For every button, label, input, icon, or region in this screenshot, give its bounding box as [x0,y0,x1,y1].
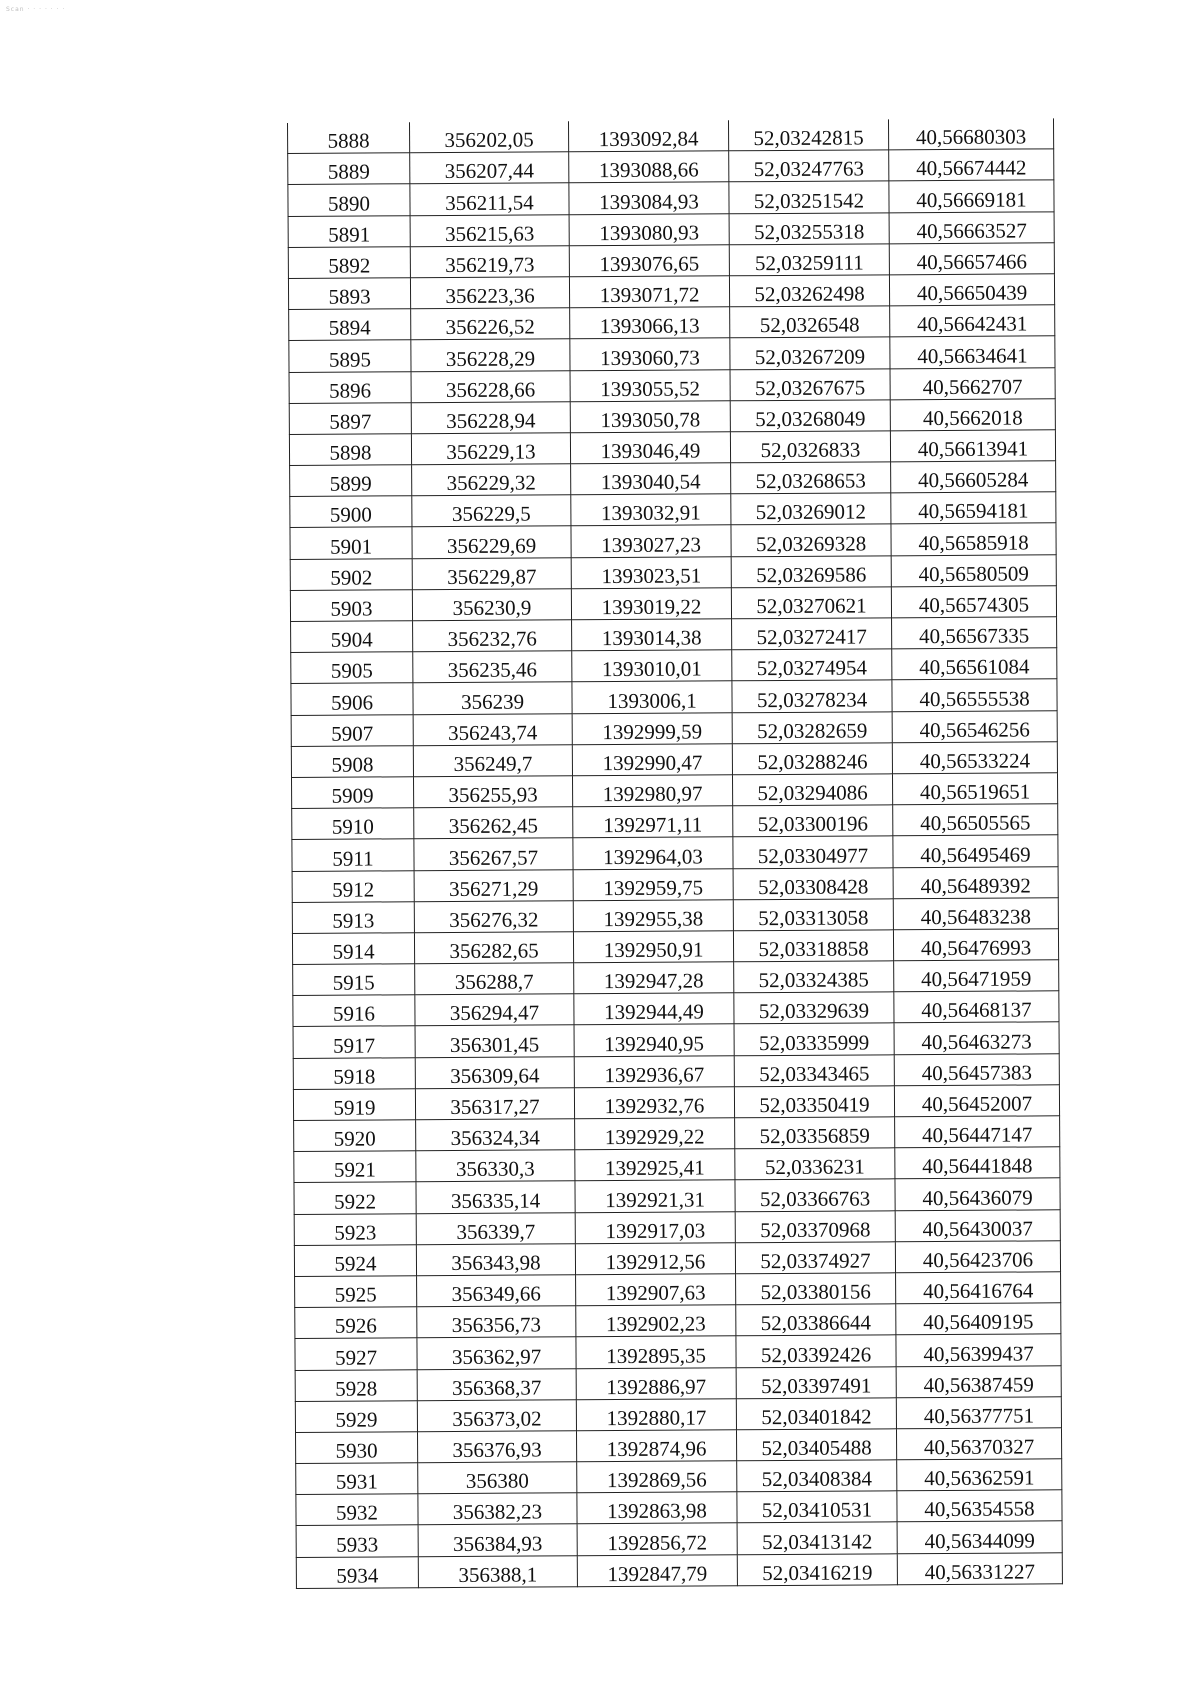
y-coordinate-cell: 1392880,17 [576,1398,736,1430]
point-number-cell: 5891 [288,215,410,247]
point-number-cell: 5920 [294,1120,416,1152]
table-row [293,1022,1059,1058]
point-number-cell: 5924 [294,1244,416,1276]
latitude-cell: 52,03405488 [736,1429,896,1461]
point-number-cell: 5914 [292,933,414,965]
y-coordinate-cell: 1393040,54 [571,463,731,495]
table-row [291,773,1057,809]
x-coordinate-cell: 356356,73 [417,1306,576,1338]
y-coordinate-cell: 1392959,75 [573,868,733,900]
table-row [294,1209,1060,1245]
table-row [288,118,1054,153]
x-coordinate-cell: 356380 [418,1462,577,1494]
longitude-cell: 40,56555538 [892,679,1057,711]
longitude-cell: 40,56354558 [897,1490,1062,1522]
latitude-cell: 52,03300196 [733,805,893,837]
longitude-cell: 40,56489392 [893,866,1058,898]
longitude-cell: 40,56471959 [894,960,1059,992]
point-number-cell: 5895 [289,340,411,372]
point-number-cell: 5929 [295,1400,417,1432]
latitude-cell: 52,03268049 [730,400,890,432]
coordinates-table-wrapper [287,118,1062,1588]
y-coordinate-cell: 1392863,98 [577,1492,737,1524]
x-coordinate-cell: 356339,7 [416,1212,575,1244]
scan-header-mark: Scan · · · · · · · [6,6,66,13]
latitude-cell: 52,03267675 [730,368,890,400]
longitude-cell: 40,56567335 [892,617,1057,649]
point-number-cell: 5917 [293,1026,415,1058]
x-coordinate-cell: 356267,57 [414,838,573,870]
point-number-cell: 5923 [294,1213,416,1245]
y-coordinate-cell: 1392902,23 [576,1305,736,1337]
longitude-cell: 40,56650439 [889,274,1054,306]
y-coordinate-cell: 1393032,91 [571,494,731,526]
longitude-cell: 40,56642431 [890,305,1055,337]
y-coordinate-cell: 1392944,49 [574,993,734,1025]
y-coordinate-cell: 1393046,49 [570,432,730,464]
x-coordinate-cell: 356239 [413,682,572,714]
latitude-cell: 52,03269328 [731,524,891,556]
y-coordinate-cell: 1392971,11 [573,806,733,838]
table-row [292,929,1058,965]
y-coordinate-cell: 1392856,72 [577,1523,737,1555]
point-number-cell: 5925 [295,1276,417,1308]
y-coordinate-cell: 1392921,31 [575,1180,735,1212]
table-row [293,1053,1059,1089]
table-row [290,523,1056,559]
y-coordinate-cell: 1392990,47 [572,744,732,776]
longitude-cell: 40,56505565 [893,804,1058,836]
latitude-cell: 52,03269586 [731,555,891,587]
longitude-cell: 40,56362591 [897,1459,1062,1491]
longitude-cell: 40,56344099 [897,1521,1062,1553]
x-coordinate-cell: 356388,1 [418,1555,577,1587]
point-number-cell: 5901 [290,527,412,559]
latitude-cell: 52,0326833 [730,431,890,463]
latitude-cell: 52,03278234 [732,680,892,712]
table-row [295,1396,1061,1432]
x-coordinate-cell: 356330,3 [416,1150,575,1182]
table-row [295,1334,1061,1370]
table-row [291,742,1057,778]
y-coordinate-cell: 1393066,13 [570,307,730,339]
y-coordinate-cell: 1393010,01 [572,650,732,682]
y-coordinate-cell: 1393080,93 [569,213,729,245]
x-coordinate-cell: 356309,64 [415,1056,574,1088]
y-coordinate-cell: 1392895,35 [576,1336,736,1368]
longitude-cell: 40,56436079 [895,1178,1060,1210]
latitude-cell: 52,0326548 [730,306,890,338]
y-coordinate-cell: 1392929,22 [575,1118,735,1150]
latitude-cell: 52,03343465 [734,1054,894,1086]
point-number-cell: 5906 [291,683,413,715]
x-coordinate-cell: 356226,52 [411,308,570,340]
y-coordinate-cell: 1393006,1 [572,681,732,713]
y-coordinate-cell: 1392907,63 [576,1274,736,1306]
longitude-cell: 40,56457383 [894,1053,1059,1085]
table-row [293,991,1059,1027]
point-number-cell: 5905 [291,652,413,684]
coordinates-table-body [288,118,1063,1588]
x-coordinate-cell: 356229,32 [412,464,571,496]
point-number-cell: 5908 [291,745,413,777]
latitude-cell: 52,03274954 [732,649,892,681]
y-coordinate-cell: 1392964,03 [573,837,733,869]
latitude-cell: 52,03259111 [729,244,889,276]
latitude-cell: 52,03308428 [733,867,893,899]
x-coordinate-cell: 356373,02 [417,1399,576,1431]
latitude-cell: 52,03370968 [735,1210,895,1242]
latitude-cell: 52,03374927 [735,1242,895,1274]
table-row [291,648,1057,684]
table-row [288,274,1054,310]
y-coordinate-cell: 1393088,66 [569,151,729,183]
longitude-cell: 40,56399437 [896,1334,1061,1366]
y-coordinate-cell: 1392947,28 [574,962,734,994]
table-row [294,1241,1060,1277]
x-coordinate-cell: 356362,97 [417,1337,576,1369]
latitude-cell: 52,03242815 [728,119,888,151]
longitude-cell: 40,56561084 [892,648,1057,680]
longitude-cell: 40,5662707 [890,367,1055,399]
longitude-cell: 40,56416764 [896,1272,1061,1304]
point-number-cell: 5893 [288,278,410,310]
y-coordinate-cell: 1393092,84 [568,120,728,152]
y-coordinate-cell: 1392950,91 [573,931,733,963]
table-row [291,617,1057,653]
x-coordinate-cell: 356288,7 [415,963,574,995]
longitude-cell: 40,56669181 [889,180,1054,212]
table-row [292,804,1058,840]
longitude-cell: 40,56377751 [896,1396,1061,1428]
latitude-cell: 52,03397491 [736,1366,896,1398]
longitude-cell: 40,56476993 [893,929,1058,961]
y-coordinate-cell: 1392955,38 [573,899,733,931]
latitude-cell: 52,03356859 [735,1117,895,1149]
table-row [296,1552,1062,1588]
point-number-cell: 5899 [290,465,412,497]
point-number-cell: 5888 [288,122,410,153]
longitude-cell: 40,56533224 [892,742,1057,774]
point-number-cell: 5892 [288,246,410,278]
table-row [296,1459,1062,1495]
longitude-cell: 40,56574305 [891,586,1056,618]
point-number-cell: 5934 [296,1556,418,1588]
y-coordinate-cell: 1393084,93 [569,182,729,214]
table-row [288,149,1054,185]
longitude-cell: 40,56680303 [888,118,1053,150]
longitude-cell: 40,56423706 [895,1241,1060,1273]
longitude-cell: 40,56387459 [896,1365,1061,1397]
x-coordinate-cell: 356232,76 [413,620,572,652]
longitude-cell: 40,56594181 [891,492,1056,524]
table-row [291,710,1057,746]
point-number-cell: 5903 [290,590,412,622]
longitude-cell: 40,56370327 [896,1428,1061,1460]
longitude-cell: 40,56657466 [889,243,1054,275]
latitude-cell: 52,03269012 [731,493,891,525]
point-number-cell: 5900 [290,496,412,528]
x-coordinate-cell: 356376,93 [417,1431,576,1463]
y-coordinate-cell: 1392917,03 [575,1211,735,1243]
latitude-cell: 52,03380156 [736,1273,896,1305]
y-coordinate-cell: 1392886,97 [576,1367,736,1399]
x-coordinate-cell: 356223,36 [410,277,569,309]
longitude-cell: 40,56634641 [890,336,1055,368]
table-row [292,897,1058,933]
table-row [295,1272,1061,1308]
y-coordinate-cell: 1392874,96 [576,1430,736,1462]
point-number-cell: 5919 [293,1089,415,1121]
x-coordinate-cell: 356262,45 [414,807,573,839]
y-coordinate-cell: 1392980,97 [572,775,732,807]
point-number-cell: 5913 [292,901,414,933]
x-coordinate-cell: 356211,54 [410,183,569,215]
y-coordinate-cell: 1392940,95 [574,1024,734,1056]
point-number-cell: 5916 [293,995,415,1027]
point-number-cell: 5918 [293,1057,415,1089]
x-coordinate-cell: 356229,13 [411,433,570,465]
x-coordinate-cell: 356215,63 [410,214,569,246]
point-number-cell: 5907 [291,714,413,746]
table-row [289,336,1055,372]
y-coordinate-cell: 1392847,79 [577,1554,737,1586]
x-coordinate-cell: 356294,47 [415,994,574,1026]
point-number-cell: 5910 [292,808,414,840]
table-row [289,399,1055,435]
table-row [293,1085,1059,1121]
x-coordinate-cell: 356349,66 [417,1275,576,1307]
longitude-cell: 40,56430037 [895,1209,1060,1241]
latitude-cell: 52,03416219 [737,1553,897,1585]
table-row [294,1178,1060,1214]
x-coordinate-cell: 356343,98 [416,1244,575,1276]
y-coordinate-cell: 1392925,41 [575,1149,735,1181]
x-coordinate-cell: 356229,69 [412,526,571,558]
table-row [292,835,1058,871]
latitude-cell: 52,03247763 [729,150,889,182]
x-coordinate-cell: 356243,74 [413,713,572,745]
point-number-cell: 5921 [294,1151,416,1183]
latitude-cell: 52,03255318 [729,212,889,244]
x-coordinate-cell: 356202,05 [409,121,568,153]
point-number-cell: 5926 [295,1307,417,1339]
point-number-cell: 5904 [291,621,413,653]
point-number-cell: 5894 [289,309,411,341]
x-coordinate-cell: 356335,14 [416,1181,575,1213]
table-row [289,367,1055,403]
latitude-cell: 52,03268653 [731,462,891,494]
x-coordinate-cell: 356230,9 [412,589,571,621]
point-number-cell: 5933 [296,1525,418,1557]
latitude-cell: 52,03410531 [737,1491,897,1523]
table-row [294,1116,1060,1152]
table-row [290,461,1056,497]
latitude-cell: 52,03313058 [733,898,893,930]
table-row [294,1147,1060,1183]
x-coordinate-cell: 356382,23 [418,1493,577,1525]
x-coordinate-cell: 356228,29 [411,339,570,371]
latitude-cell: 52,03401842 [736,1397,896,1429]
point-number-cell: 5897 [289,402,411,434]
longitude-cell: 40,56483238 [893,897,1058,929]
y-coordinate-cell: 1393023,51 [571,556,731,588]
point-number-cell: 5896 [289,371,411,403]
longitude-cell: 40,56441848 [895,1147,1060,1179]
point-number-cell: 5909 [291,777,413,809]
y-coordinate-cell: 1392932,76 [574,1087,734,1119]
x-coordinate-cell: 356229,5 [412,495,571,527]
longitude-cell: 40,56580509 [891,554,1056,586]
y-coordinate-cell: 1392999,59 [572,712,732,744]
x-coordinate-cell: 356282,65 [414,932,573,964]
x-coordinate-cell: 356271,29 [414,869,573,901]
point-number-cell: 5889 [288,153,410,185]
point-number-cell: 5890 [288,184,410,216]
table-row [295,1303,1061,1339]
longitude-cell: 40,56463273 [894,1022,1059,1054]
latitude-cell: 52,03251542 [729,181,889,213]
y-coordinate-cell: 1393060,73 [570,338,730,370]
latitude-cell: 52,03304977 [733,836,893,868]
point-number-cell: 5931 [296,1463,418,1495]
x-coordinate-cell: 356368,37 [417,1368,576,1400]
y-coordinate-cell: 1392936,67 [574,1055,734,1087]
point-number-cell: 5902 [290,558,412,590]
longitude-cell: 40,56331227 [897,1552,1062,1584]
point-number-cell: 5930 [295,1432,417,1464]
longitude-cell: 40,56452007 [894,1085,1059,1117]
table-row [296,1521,1062,1557]
point-number-cell: 5927 [295,1338,417,1370]
table-row [288,243,1054,279]
latitude-cell: 52,03329639 [734,992,894,1024]
x-coordinate-cell: 356228,66 [411,370,570,402]
table-row [290,586,1056,622]
longitude-cell: 40,56409195 [896,1303,1061,1335]
latitude-cell: 52,03272417 [732,618,892,650]
latitude-cell: 52,03318858 [733,930,893,962]
coordinates-table [287,118,1063,1588]
x-coordinate-cell: 356276,32 [414,900,573,932]
table-row [289,305,1055,341]
latitude-cell: 52,03324385 [734,961,894,993]
table-row [295,1365,1061,1401]
y-coordinate-cell: 1393055,52 [570,369,730,401]
y-coordinate-cell: 1393071,72 [569,276,729,308]
latitude-cell: 52,03413142 [737,1522,897,1554]
longitude-cell: 40,56495469 [893,835,1058,867]
x-coordinate-cell: 356255,93 [413,776,572,808]
y-coordinate-cell: 1393019,22 [571,588,731,620]
longitude-cell: 40,56663527 [889,211,1054,243]
x-coordinate-cell: 356229,87 [412,557,571,589]
table-row [291,679,1057,715]
latitude-cell: 52,03294086 [732,774,892,806]
longitude-cell: 40,56674442 [889,149,1054,181]
table-row [288,211,1054,247]
point-number-cell: 5912 [292,870,414,902]
table-row [290,554,1056,590]
y-coordinate-cell: 1393050,78 [570,400,730,432]
x-coordinate-cell: 356207,44 [410,152,569,184]
latitude-cell: 52,03386644 [736,1304,896,1336]
longitude-cell: 40,56585918 [891,523,1056,555]
x-coordinate-cell: 356235,46 [413,651,572,683]
latitude-cell: 52,03366763 [735,1179,895,1211]
point-number-cell: 5922 [294,1182,416,1214]
latitude-cell: 52,03267209 [730,337,890,369]
longitude-cell: 40,56468137 [894,991,1059,1023]
latitude-cell: 52,03350419 [734,1086,894,1118]
latitude-cell: 52,0336231 [735,1148,895,1180]
x-coordinate-cell: 356219,73 [410,246,569,278]
latitude-cell: 52,03288246 [732,743,892,775]
point-number-cell: 5915 [293,964,415,996]
table-row [288,180,1054,216]
y-coordinate-cell: 1392869,56 [577,1461,737,1493]
table-row [290,492,1056,528]
x-coordinate-cell: 356301,45 [415,1025,574,1057]
longitude-cell: 40,56447147 [895,1116,1060,1148]
table-row [293,960,1059,996]
latitude-cell: 52,03408384 [737,1460,897,1492]
latitude-cell: 52,03270621 [731,587,891,619]
x-coordinate-cell: 356317,27 [415,1088,574,1120]
table-row [292,866,1058,902]
y-coordinate-cell: 1392912,56 [575,1243,735,1275]
y-coordinate-cell: 1393076,65 [569,245,729,277]
table-row [295,1428,1061,1464]
y-coordinate-cell: 1393014,38 [572,619,732,651]
x-coordinate-cell: 356249,7 [413,745,572,777]
point-number-cell: 5911 [292,839,414,871]
longitude-cell: 40,56613941 [890,430,1055,462]
y-coordinate-cell: 1393027,23 [571,525,731,557]
longitude-cell: 40,5662018 [890,399,1055,431]
x-coordinate-cell: 356228,94 [411,401,570,433]
table-row [289,430,1055,466]
longitude-cell: 40,56519651 [892,773,1057,805]
longitude-cell: 40,56605284 [891,461,1056,493]
latitude-cell: 52,03335999 [734,1023,894,1055]
table-row [296,1490,1062,1526]
latitude-cell: 52,03392426 [736,1335,896,1367]
point-number-cell: 5932 [296,1494,418,1526]
latitude-cell: 52,03282659 [732,711,892,743]
x-coordinate-cell: 356324,34 [416,1119,575,1151]
longitude-cell: 40,56546256 [892,710,1057,742]
x-coordinate-cell: 356384,93 [418,1524,577,1556]
point-number-cell: 5898 [289,434,411,466]
latitude-cell: 52,03262498 [729,275,889,307]
point-number-cell: 5928 [295,1369,417,1401]
